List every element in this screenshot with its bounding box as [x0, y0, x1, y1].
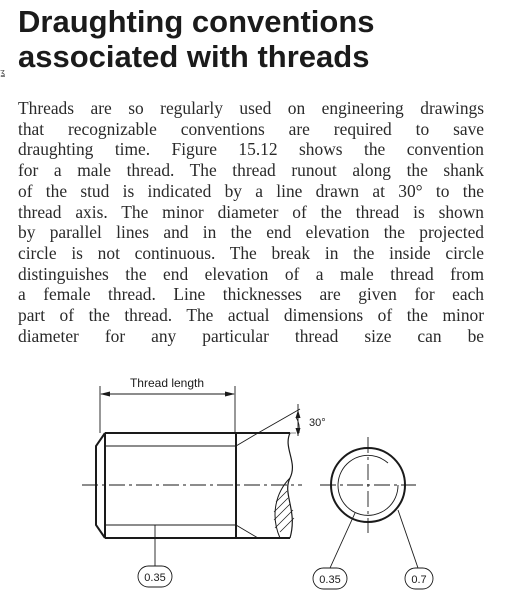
stud-chamfer-end: [96, 433, 105, 538]
angle-extension-line: [258, 409, 300, 433]
paragraph-line: a female thread. Line thicknesses are given for each: [18, 284, 484, 305]
arrowhead-right: [225, 392, 235, 397]
angle-label: 30°: [309, 417, 326, 429]
page-heading: [18, 4, 518, 74]
thread-convention-figure: [0, 360, 526, 600]
thread-length-label: Thread length: [129, 376, 205, 390]
heading-line-1: Draughting conventions: [18, 4, 375, 39]
body-paragraph: [18, 98, 484, 346]
leader-mid: [330, 513, 355, 568]
runout-line-top: [236, 433, 258, 446]
paragraph-line: that recognizable conventions are required to save: [18, 118, 484, 139]
paragraph-line: Threads are so regularly used on engineering drawings: [18, 98, 484, 118]
paragraph-line: draughting time. Figure 15.12 shows the convention: [18, 139, 484, 160]
line-thickness-label-left: 0.35: [144, 572, 166, 584]
line-thickness-label-right: 0.7: [411, 574, 427, 586]
paragraph-line: diameter for any particular thread size can be: [18, 325, 484, 346]
paragraph-line: by parallel lines and in the end elevation the projected: [18, 222, 484, 243]
paragraph-line: part of the thread. The actual dimensions of the minor: [18, 305, 484, 326]
paragraph-line: thread axis. The minor diameter of the thread is shown: [18, 201, 484, 222]
paragraph-line: circle is not continuous. The break in the inside circle: [18, 242, 484, 263]
margin-mark: ʓ: [0, 68, 6, 78]
heading-line-2: associated with threads: [18, 39, 370, 74]
arrowhead-left: [100, 392, 110, 397]
leader-right: [398, 510, 418, 568]
angle-arrowhead-bottom: [296, 428, 301, 436]
runout-line-bottom: [236, 525, 258, 538]
paragraph-line: for a male thread. The thread runout along the shank: [18, 160, 484, 181]
line-thickness-label-mid: 0.35: [319, 574, 341, 586]
paragraph-line: of the stud is indicated by a line drawn at 30° to the: [18, 180, 484, 201]
paragraph-line: distinguishes the end elevation of a male thread from: [18, 263, 484, 284]
